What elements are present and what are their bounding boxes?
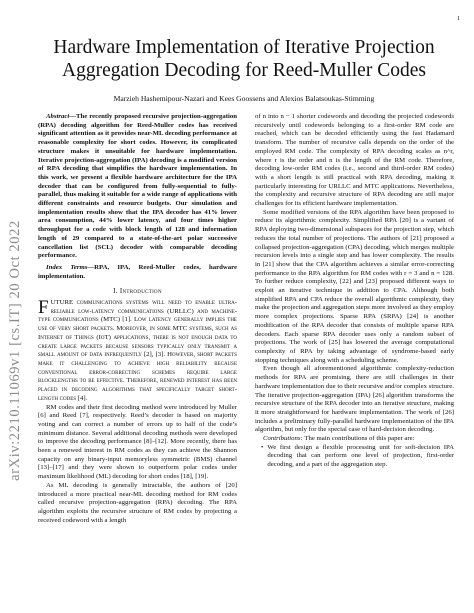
- drop-cap: F: [38, 297, 49, 319]
- bullet-glyph: •: [261, 443, 264, 451]
- page-number: 1: [457, 16, 460, 22]
- section-heading: I. Introduction: [113, 287, 162, 296]
- index-terms-label: Index Terms: [46, 263, 88, 271]
- body-paragraph-2: Some modified versions of the RPA algorithm have been proposed to reduce its algorithmic complexity. Simplified RPA [20] is a variant of RPA deploying two-dimensional subspaces for the projection step, which reduces the total number of projections. The authors of [21] proposed a collapsed projection-aggregation (CPA) decoding, which merges multiple recursion levels into a single step and has lower complexity. The results in [21] show that the CPA algorithm achieves a similar error-correcting performance to the RPA algorithm for RM codes with r = 3 and n = 128. To further reduce complexity, [22] and [23] proposed different ways to exploit an iterative technique in addition to CPA. Although both simplified RPA and CPA reduce the overall algorithmic complexity, they make the projection and aggregation steps more involved as they employ more complex projections. Sparse RPA (SRPA) [24] is another modification of the RPA decoder that consists of multiple sparse RPA decoders. Each sparse RPA decoder uses only a random subset of projections. The work of [25] has lowered the average computational complexity of RPA by taking advantage of syndrome-based early stopping techniques along with a scheduling scheme.: [255, 208, 454, 364]
- arxiv-id: arXiv:2210.11069v1 [cs.IT] 20 Oct 2022: [6, 219, 23, 481]
- contributions-label: Contributions:: [263, 435, 303, 443]
- contribution-bullet: [261, 444, 454, 470]
- body-paragraph-3: Even though all aforementioned algorithmic complexity-reduction methods for RPA are promising, there are still challenges in their hardware implementation due to their recursive and/or complex structure. The iterative projection-aggregation (IPA) [26] algorithm transforms the recursive structure of the RPA decoder into an iterative structure, making it more straightforward for hardware implementation. The work of [26] includes a preliminary fully-parallel hardware implementation of the IPA algorithm, but only for the special case of hard-decision decoding.: [255, 365, 454, 434]
- paper-title: Hardware Implementation of Iterative Projection Aggregation Decoding for Reed-Muller Codes: [53, 37, 435, 81]
- index-terms: [38, 264, 237, 281]
- left-column: [38, 113, 237, 525]
- right-column: [255, 113, 454, 470]
- abstract-label: Abstract: [46, 113, 70, 120]
- intro-paragraph-1-text: UTURE communications systems will need to enable ultra-reliable low-latency communications (URLLC) and machine-type communications (MTC) [1]. Low latency generally implies the use of very short packets. Moreover, in some MTC systems, such as Internet of Things (IoT) applications, there is not enough data to create large packets because sensors typically only transmit a small amount of data infrequently [2], [3]. However, short packets make it challenging to achieve high reliability because conventional error-correcting schemes require large blocklengths to be effective. Therefore, renewed interest has been placed in decoding algorithms that specifically target short-length codes [4].: [38, 299, 237, 402]
- intro-paragraph-3: As ML decoding is generally intractable, the authors of [20] introduced a more practical near-ML decoding method for RM codes called recursive projection-aggregation (RPA) decoding. The RPA algorithm exploits the recursive structure of RM codes by projecting a received codeword with a length: [38, 481, 237, 524]
- abstract-text: —The recently proposed recursive projection-aggregation (RPA) decoding algorithm for Reed-Muller codes has received significant attention as it provides near-ML decoding performance at reasonable complexity for short codes. However, its complicated structure makes it unsuitable for hardware implementation. Iterative projection-aggregation (IPA) decoding is a modified version of RPA decoding that simplifies the hardware implementation. In this work, we present a flexible hardware architecture for the IPA decoder that can be configured from fully-sequential to fully-parallel, thus making it suitable for a wide range of applications with different constraints and resource budgets. Our simulation and implementation results show that the IPA decoder has 41% lower area consumption, 44% lower latency, and four times higher throughput for a code with block length of 128 and information length of 29 compared to a state-of-the-art polar successive cancellation list (SCL) decoder with comparable decoding performance.: [38, 113, 237, 260]
- body-paragraph-1: of n into n − 1 shorter codewords and decoding the projected codewords recursively until codewords belonging to a first-order RM code are reached, which can be decoded efficiently using the fast Hadamard transform. The number of recursive calls depends on the order of the employed RM code. The complexity of RPA decoding scales as n^r, where r is the order and n is the length of the RM code. Therefore, decoding low-order RM codes (i.e., second and third-order RM codes) with a short length is still practical with RPA decoding, making it particularly interesting for URLLC and MTC applications. Nevertheless, the complexity and recursive structure of RPA decoding are still major challenges for its efficient hardware implementation.: [255, 113, 454, 208]
- contributions-intro: The main contributions of this paper are:: [302, 435, 415, 443]
- arxiv-watermark: [4, 120, 26, 580]
- intro-paragraph-2: RM codes and their first decoding method were introduced by Muller [6] and Reed [7], respectively. Reed’s decoder is based on majority voting and can correct a number of errors up to half of the code’s minimum distance. Several additional decoding methods were developed to improve the decoding performance [8]–[12]. More recently, there has been a renewed interest in RM codes as they can achieve the Shannon capacity on any binary-input memoryless symmetric (BMS) channel [13]–[17] and they were shown to outperform polar codes under maximum likelihood (ML) decoding for short codes [18], [19].: [38, 403, 237, 481]
- contributions-paragraph: [255, 435, 454, 444]
- abstract: [38, 113, 237, 261]
- index-terms-text: —RPA, IPA, Reed-Muller codes, hardware implementation.: [38, 263, 237, 280]
- contribution-bullet-text: We first design a flexible processing unit for soft-decision IPA decoding that can perform one level of projection, first-order decoding, and a part of the aggregation step.: [267, 443, 454, 469]
- intro-paragraph-1: [38, 299, 237, 403]
- author-list: Marzieh Hashemipour-Nazari and Kees Goossens and Alexios Balatsoukas-Stimming: [113, 94, 375, 103]
